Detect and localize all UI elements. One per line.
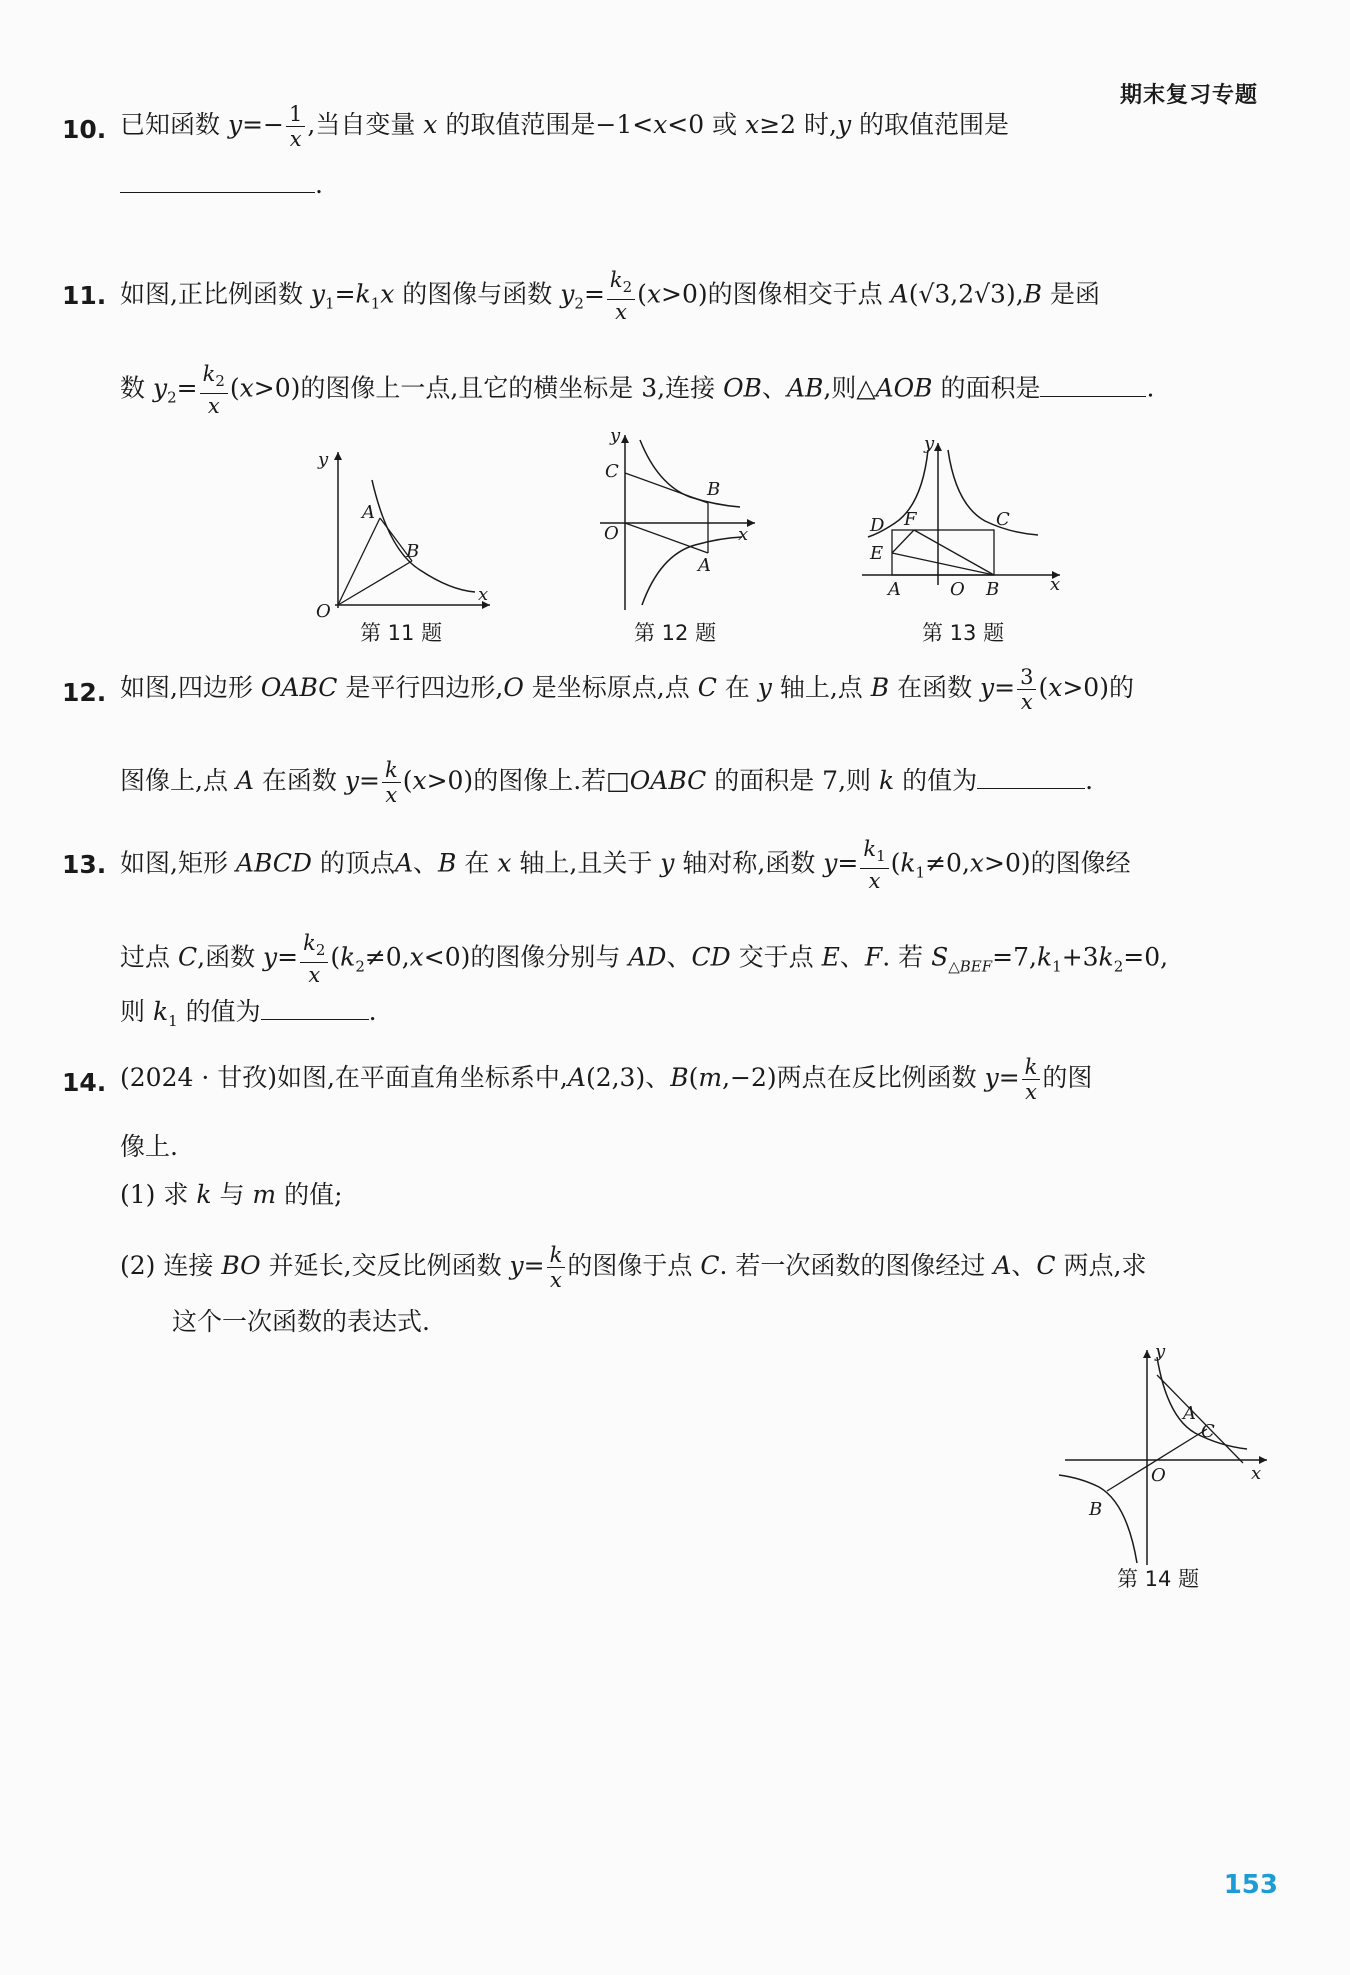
label-B: B (707, 479, 721, 500)
answer-blank-11[interactable] (1040, 396, 1146, 397)
y-axis-arrow-icon (334, 452, 342, 460)
question-13-line-3: 则 $k_1$ 的值为 . (120, 997, 377, 1030)
question-14-part-2-line-2: 这个一次函数的表达式. (172, 1307, 430, 1336)
answer-blank-10[interactable] (120, 192, 315, 193)
label-A: A (698, 555, 711, 576)
label-C: C (605, 461, 619, 482)
question-13-number: 13. (62, 850, 107, 879)
label-B: B (986, 579, 1000, 600)
x-axis-arrow-icon (747, 519, 755, 527)
label-x: x (478, 584, 489, 605)
question-11-line-1: 如图,正比例函数 $y_1=k_1x$ 的图像与函数 $y_2=$ $\frac{k_2}{x}$ (x>0)的图像相交于点 A(√3,2√3),B 是函 (120, 268, 1101, 325)
label-y: y (610, 425, 621, 446)
line-FB (914, 530, 994, 575)
hyperbola-right-curve (948, 450, 1038, 535)
figure-11-caption: 第 11 题 (360, 621, 443, 645)
label-y: y (318, 449, 329, 470)
y-axis-arrow-icon (934, 443, 942, 451)
y-axis-arrow-icon (621, 435, 629, 443)
label-O: O (316, 601, 331, 620)
side-CB (625, 473, 708, 503)
answer-blank-13[interactable] (261, 1019, 369, 1020)
label-O: O (950, 579, 965, 600)
figure-13-caption: 第 13 题 (922, 621, 1005, 645)
label-y: y (924, 435, 935, 454)
question-14-part-1: (1) 求 k 与 m 的值; (120, 1180, 343, 1209)
label-E: E (870, 543, 884, 564)
figure-14-graph (1055, 1345, 1275, 1570)
label-A: A (888, 579, 901, 600)
label-D: D (870, 515, 885, 536)
question-10-number: 10. (62, 115, 107, 144)
question-14-number: 14. (62, 1068, 107, 1097)
label-y: y (1155, 1345, 1166, 1362)
question-13-line-2: 过点 C,函数 y= $\frac{k_2}{x}$ $(k_2\ne 0,x<0)$的图像分别与 AD、CD 交于点 E、F. 若 $S_{\triangle BEF}=7,k_1+3k_2=0$, (120, 931, 1169, 988)
question-12-number: 12. (62, 678, 107, 707)
label-C: C (996, 509, 1010, 530)
label-A: A (362, 502, 375, 523)
side-OA (625, 523, 708, 553)
question-14-line-2: 像上. (120, 1132, 178, 1161)
question-10-line-2: . (120, 168, 323, 202)
section-header: 期末复习专题 (1119, 83, 1258, 108)
figure-13-graph (860, 435, 1070, 610)
question-10-line-1: 已知函数 y=− $\frac{1}{x}$ ,当自变量 x 的取值范围是−1<x<0 或 x≥2 时,y 的取值范围是 (120, 102, 1010, 151)
label-B: B (406, 541, 420, 562)
label-A: A (1183, 1403, 1196, 1424)
label-F: F (904, 509, 917, 530)
label-O: O (1151, 1465, 1166, 1486)
question-12-line-1: 如图,四边形 OABC 是平行四边形,O 是坐标原点,点 C 在 y 轴上,点 B 在函数 y= $\frac{3}{x}$ (x>0)的 (120, 665, 1134, 714)
figure-12-graph (590, 425, 760, 615)
label-x: x (1251, 1463, 1262, 1484)
page-number: 153 (1223, 1870, 1278, 1900)
question-11-number: 11. (62, 281, 107, 310)
question-11-line-2: 数 $y_2=$ $\frac{k_2}{x}$ (x>0)的图像上一点,且它的横坐标是 3,连接 OB、AB,则△AOB 的面积是 . (120, 362, 1155, 419)
label-x: x (1050, 574, 1061, 595)
question-13-line-1: 如图,矩形 ABCD 的顶点A、B 在 x 轴上,且关于 y 轴对称,函数 y= $\frac{k_1}{x}$ $(k_1\ne 0,x>0)$的图像经 (120, 837, 1131, 894)
label-B: B (1089, 1499, 1103, 1520)
figure-12-caption: 第 12 题 (634, 621, 717, 645)
label-C: C (1201, 1421, 1215, 1442)
line-EF (892, 530, 914, 553)
answer-blank-12[interactable] (977, 788, 1085, 789)
line-EB (892, 553, 994, 575)
label-O: O (604, 523, 619, 544)
question-14-line-1: (2024 · 甘孜)如图,在平面直角坐标系中,A(2,3)、B(m,−2)两点在反比例函数 y= $\frac{k}{x}$ 的图 (120, 1055, 1093, 1104)
figure-14-caption: 第 14 题 (1117, 1567, 1200, 1591)
question-12-line-2: 图像上,点 A 在函数 y= $\frac{k}{x}$ (x>0)的图像上.若□OABC 的面积是 7,则 k 的值为 . (120, 758, 1094, 807)
line-AC (1157, 1375, 1243, 1463)
question-14-part-2-line-1: (2) 连接 BO 并延长,交反比例函数 y= $\frac{k}{x}$ 的图像于点 C. 若一次函数的图像经过 A、C 两点,求 (120, 1243, 1147, 1292)
y-axis-arrow-icon (1143, 1350, 1151, 1358)
label-x: x (738, 524, 749, 545)
figure-11-graph (310, 440, 500, 620)
